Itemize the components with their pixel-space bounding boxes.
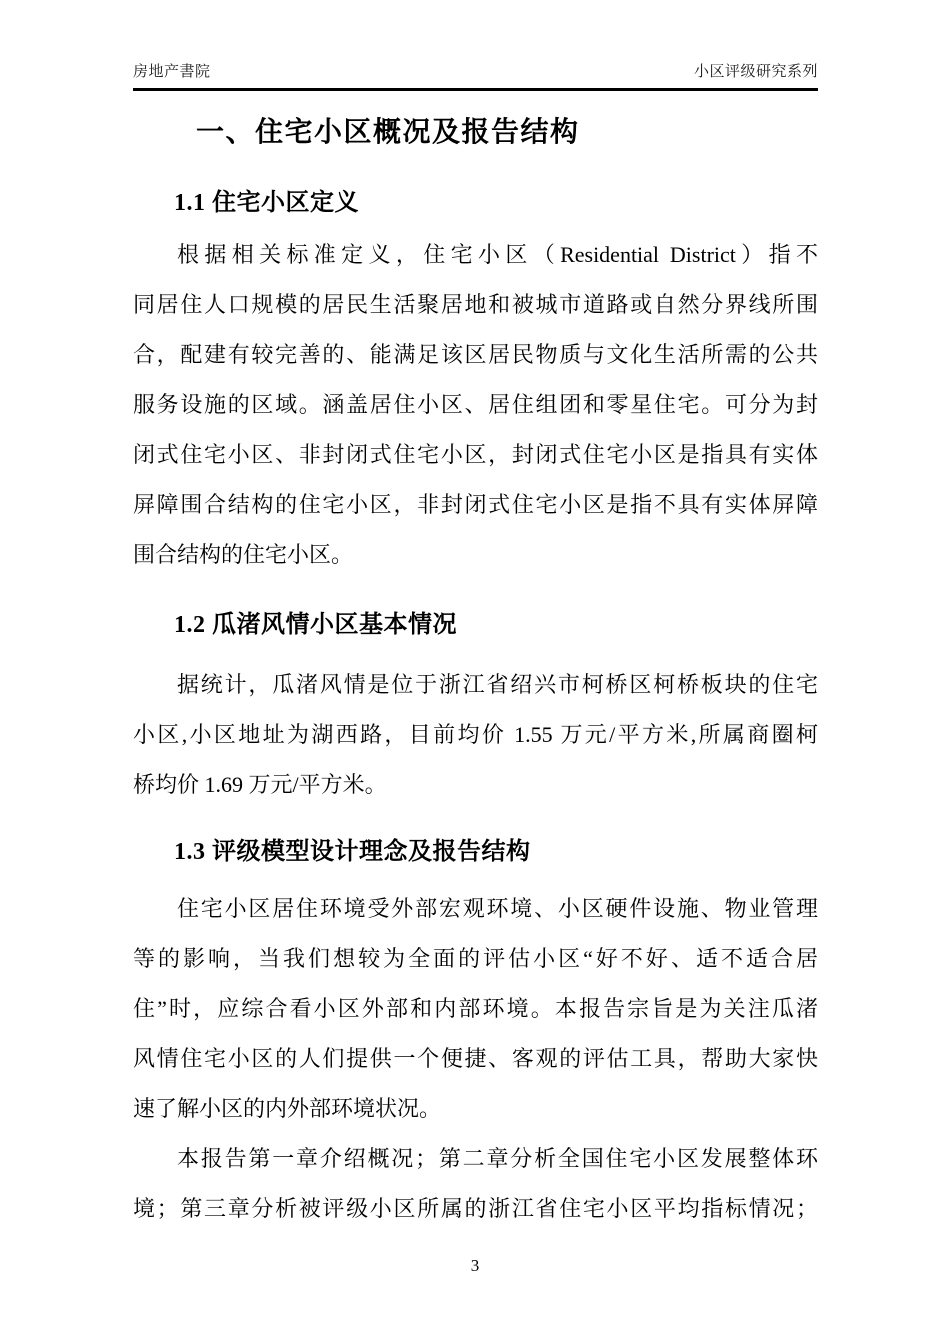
paragraph xyxy=(133,884,818,1134)
section-heading-1-2: 1.2 瓜渚风情小区基本情况 xyxy=(174,612,457,638)
body-line: 闭式住宅小区、非封闭式住宅小区，封闭式住宅小区是指具有实体 xyxy=(133,442,818,467)
body-line: 据统计，瓜渚风情是位于浙江省绍兴市柯桥区柯桥板块的住宅 xyxy=(177,672,818,697)
body-line: 合，配建有较完善的、能满足该区居民物质与文化生活所需的公共 xyxy=(133,342,818,367)
paragraph xyxy=(133,660,818,810)
body-line: 服务设施的区域。涵盖居住小区、居住组团和零星住宅。可分为封 xyxy=(133,392,818,417)
body-line: 境；第三章分析被评级小区所属的浙江省住宅小区平均指标情况； xyxy=(133,1196,818,1221)
paragraph xyxy=(133,230,818,580)
body-line: 屏障围合结构的住宅小区，非封闭式住宅小区是指不具有实体屏障 xyxy=(133,492,818,517)
body-line: 桥均价 1.69 万元/平方米。 xyxy=(133,772,387,797)
body-line: 围合结构的住宅小区。 xyxy=(133,542,354,567)
chapter-title: 一、住宅小区概况及报告结构 xyxy=(196,117,580,148)
page-number: 3 xyxy=(470,1256,480,1275)
header-right-text: 小区评级研究系列 xyxy=(693,63,818,80)
body-line: 同居住人口规模的居民生活聚居地和被城市道路或自然分界线所围 xyxy=(133,292,818,317)
body-line: 风情住宅小区的人们提供一个便捷、客观的评估工具，帮助大家快 xyxy=(133,1046,818,1071)
body-line: 小区,小区地址为湖西路，目前均价 1.55 万元/平方米,所属商圈柯 xyxy=(133,722,818,747)
body-line: 速了解小区的内外部环境状况。 xyxy=(133,1096,442,1121)
page-header xyxy=(133,60,818,91)
body-line: 本报告第一章介绍概况；第二章分析全国住宅小区发展整体环 xyxy=(177,1146,818,1171)
paragraph xyxy=(133,1134,818,1234)
body-line: 住”时，应综合看小区外部和内部环境。本报告宗旨是为关注瓜渚 xyxy=(133,996,818,1021)
body-line: 等的影响，当我们想较为全面的评估小区“好不好、适不适合居 xyxy=(133,946,818,971)
body-line: 根据相关标准定义，住宅小区（Residential District）指不 xyxy=(177,242,818,267)
section-heading-1-3: 1.3 评级模型设计理念及报告结构 xyxy=(174,839,531,865)
section-heading-1-1: 1.1 住宅小区定义 xyxy=(174,190,359,216)
body-line: 住宅小区居住环境受外部宏观环境、小区硬件设施、物业管理 xyxy=(177,896,818,921)
header-left-text: 房地产書院 xyxy=(133,63,211,80)
